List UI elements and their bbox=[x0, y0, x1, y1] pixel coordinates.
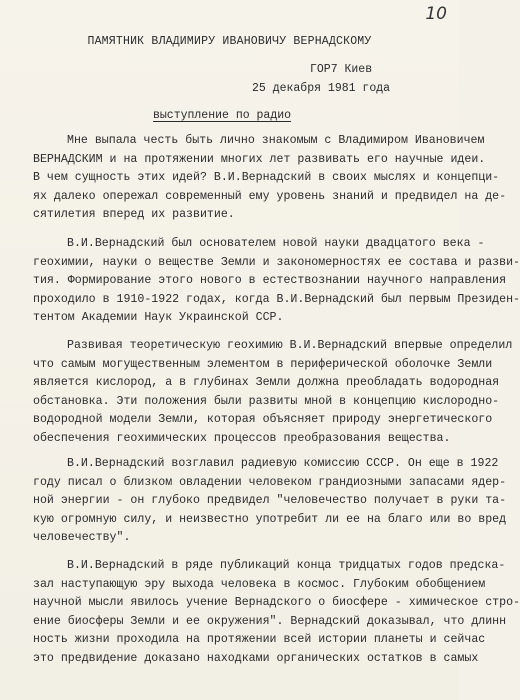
text-line: Мне выпала честь быть лично знакомым с Владимиром Ивановичем bbox=[67, 134, 485, 147]
text-line: тия. Формирование этого нового в естествознании научного направления bbox=[33, 274, 507, 287]
paragraph-1 bbox=[33, 132, 507, 225]
text-line: водородной модели Земли, которая объясняет природу энергетического bbox=[33, 413, 493, 426]
text-line: обеспечения геохимических процессов преобразования вещества. bbox=[33, 431, 451, 445]
text-line: ях далеко опережал современный ему уровень знаний и предвидел на де- bbox=[33, 189, 507, 203]
text-line: В.И.Вернадский был основателем новой науки двадцатого века - bbox=[67, 237, 485, 250]
paragraph-3 bbox=[33, 337, 513, 448]
text-line: что самым могущественным элементом в периферической оболочке Земли bbox=[33, 357, 493, 371]
text-line: ВЕРНАДСКИМ и на протяжении многих лет развивать его научные идеи. bbox=[33, 152, 486, 166]
text-line: сятилетия вперед их развитие. bbox=[33, 208, 235, 221]
document-subtitle: выступление по радио bbox=[153, 109, 292, 122]
text-line: зал наступающую эру выхода человека в космос. Глубоким обобщением bbox=[33, 577, 486, 591]
text-line: научной мысли явилось учение Вернадского о биосфере - химическое стро- bbox=[33, 596, 520, 609]
text-line: ной энергии - он глубоко предвидел "человечество получает в руки та- bbox=[33, 494, 507, 507]
text-line: В.И.Вернадский в ряде публикаций конца тридцатых годов предска- bbox=[67, 559, 506, 572]
text-line: году писал о близком овладении человеком грандиозными запасами ядер- bbox=[33, 475, 507, 489]
text-line: Развивая теоретическую геохимию В.И.Вернадский впервые определил bbox=[67, 339, 513, 352]
text-line: проходило в 1910-1922 годах, когда В.И.Вернадский был первым Президен- bbox=[33, 292, 520, 306]
text-line: обстановка. Эти положения были развиты мной в концепцию кислородно- bbox=[33, 394, 500, 408]
text-line: геохимии, науки о веществе Земли и закономерностях ее состава и разви- bbox=[33, 255, 520, 269]
text-line: ение биосферы Земли и ее окружения". Вернадский доказывал, что длинн bbox=[33, 614, 507, 628]
paragraph-4 bbox=[33, 455, 507, 548]
place-line: ГОР7 Киев bbox=[310, 63, 373, 76]
text-line: является кислород, а в глубинах Земли должна преобладать водородная bbox=[33, 376, 500, 389]
document-title: ПАМЯТНИК ВЛАДИМИРУ ИВАНОВИЧУ ВЕРНАДСКОМУ bbox=[87, 35, 372, 48]
page-number: 10 bbox=[425, 4, 447, 24]
paragraph-2 bbox=[33, 235, 520, 328]
text-line: В чем сущность этих идей? В.И.Вернадский в своих мыслях и концепци- bbox=[33, 171, 500, 184]
text-line: В.И.Вернадский возглавил радиевую комиссию СССР. Он еще в 1922 bbox=[67, 457, 499, 470]
paragraph-5 bbox=[33, 557, 520, 668]
date-line: 25 декабря 1981 года bbox=[252, 82, 391, 95]
text-line: кую огромную силу, и неизвестно употребит ли ее на благо или во вред bbox=[33, 512, 507, 526]
text-line: ность жизни проходила на протяжении всей истории планеты и сейчас bbox=[33, 633, 486, 646]
text-line: тентом Академии Наук Украинской ССР. bbox=[33, 311, 284, 324]
text-line: человечеству". bbox=[33, 531, 131, 544]
text-line: это предвидение доказано находками органических остатков в самых bbox=[33, 651, 479, 665]
